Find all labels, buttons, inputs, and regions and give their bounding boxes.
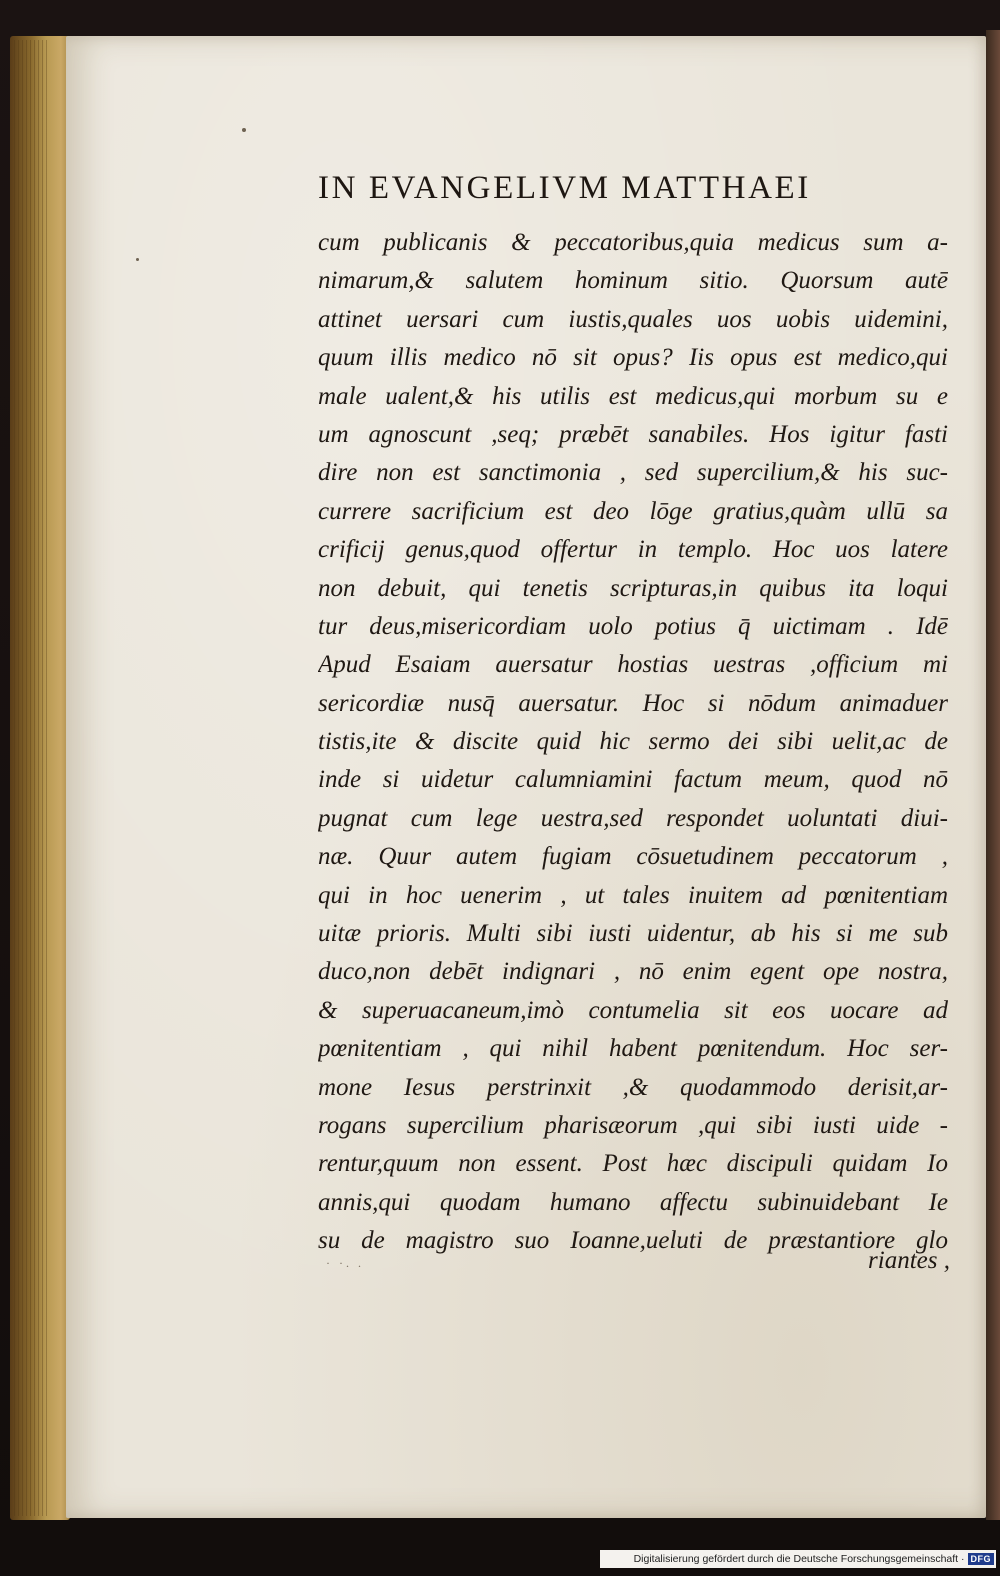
text-line: tur deus,misericordiam uolo potius q̄ uictimam . Idē — [318, 612, 948, 640]
text-line: rogans supercilium pharisæorum ,qui sibi iusti uide - — [318, 1111, 948, 1139]
text-line: non debuit, qui tenetis scripturas,in quibus ita loqui — [318, 574, 948, 602]
text-line: male ualent,& his utilis est medicus,qui morbum su e — [318, 382, 948, 410]
paper-speck — [136, 258, 139, 261]
digitization-credit-bar — [600, 1550, 996, 1568]
text-line: pugnat cum lege uestra,sed respondet uoluntati diui- — [318, 804, 948, 832]
text-line: pœnitentiam , qui nihil habent pœnitendum. Hoc ser- — [318, 1035, 948, 1063]
stray-ink-marks: · ·. . — [326, 1256, 364, 1270]
catchword: riantes , — [868, 1247, 950, 1274]
text-line: dire non est sanctimonia , sed supercilium,& his suc- — [318, 459, 948, 487]
text-line: quum illis medico nō sit opus? Iis opus est medico,qui — [318, 344, 948, 372]
paper-speck — [242, 128, 246, 132]
text-line: mone Iesus perstrinxit ,& quodammodo derisit,ar- — [318, 1073, 948, 1101]
text-line: cum publicanis & peccatoribus,quia medicus sum a- — [318, 229, 948, 256]
book-cover-edge — [986, 30, 1000, 1520]
text-body — [318, 224, 948, 1261]
text-line: inde si uidetur calumniamini factum meum, quod nō — [318, 766, 948, 794]
text-line: qui in hoc uenerim , ut tales inuitem ad pœnitentiam — [318, 881, 948, 909]
text-line: næ. Quur autem fugiam cōsuetudinem peccatorum , — [318, 843, 948, 871]
dfg-logo: DFG — [968, 1553, 995, 1565]
text-line: & superuacaneum,imò contumelia sit eos uocare ad — [318, 996, 948, 1024]
text-line: currere sacrificium est deo lōge gratius,quàm ullū sa — [318, 497, 948, 525]
running-head: IN EVANGELIVM MATTHAEI — [318, 170, 811, 206]
text-line: tistis,ite & discite quid hic sermo dei sibi uelit,ac de — [318, 728, 948, 756]
text-line: annis,qui quodam humano affectu subinuidebant Ie — [318, 1188, 948, 1216]
text-line: um agnoscunt ,seq; præbēt sanabiles. Hos igitur fasti — [318, 420, 948, 448]
text-line: su de magistro suo Ioanne,ueluti de præstantiore glo — [318, 1227, 948, 1255]
text-line: duco,non debēt indignari , nō enim egent ope nostra, — [318, 958, 948, 986]
text-line: attinet uersari cum iustis,quales uos uobis uidemini, — [318, 305, 948, 333]
digitization-credit: Digitalisierung gefördert durch die Deutsche Forschungsgemeinschaft · — [633, 1553, 965, 1565]
text-line: crificij genus,quod offertur in templo. Hoc uos latere — [318, 536, 948, 564]
text-line: rentur,quum non essent. Post hæc discipuli quidam Io — [318, 1150, 948, 1178]
text-line: uitæ prioris. Multi sibi iusti uidentur, ab his si me sub — [318, 920, 948, 948]
text-line: nimarum,& salutem hominum sitio. Quorsum autē — [318, 267, 948, 295]
text-line: Apud Esaiam auersatur hostias uestras ,officium mi — [318, 651, 948, 679]
text-line: sericordiæ nusq̄ auersatur. Hoc si nōdum animaduer — [318, 689, 948, 717]
book-fore-edge-texture — [14, 40, 50, 1516]
